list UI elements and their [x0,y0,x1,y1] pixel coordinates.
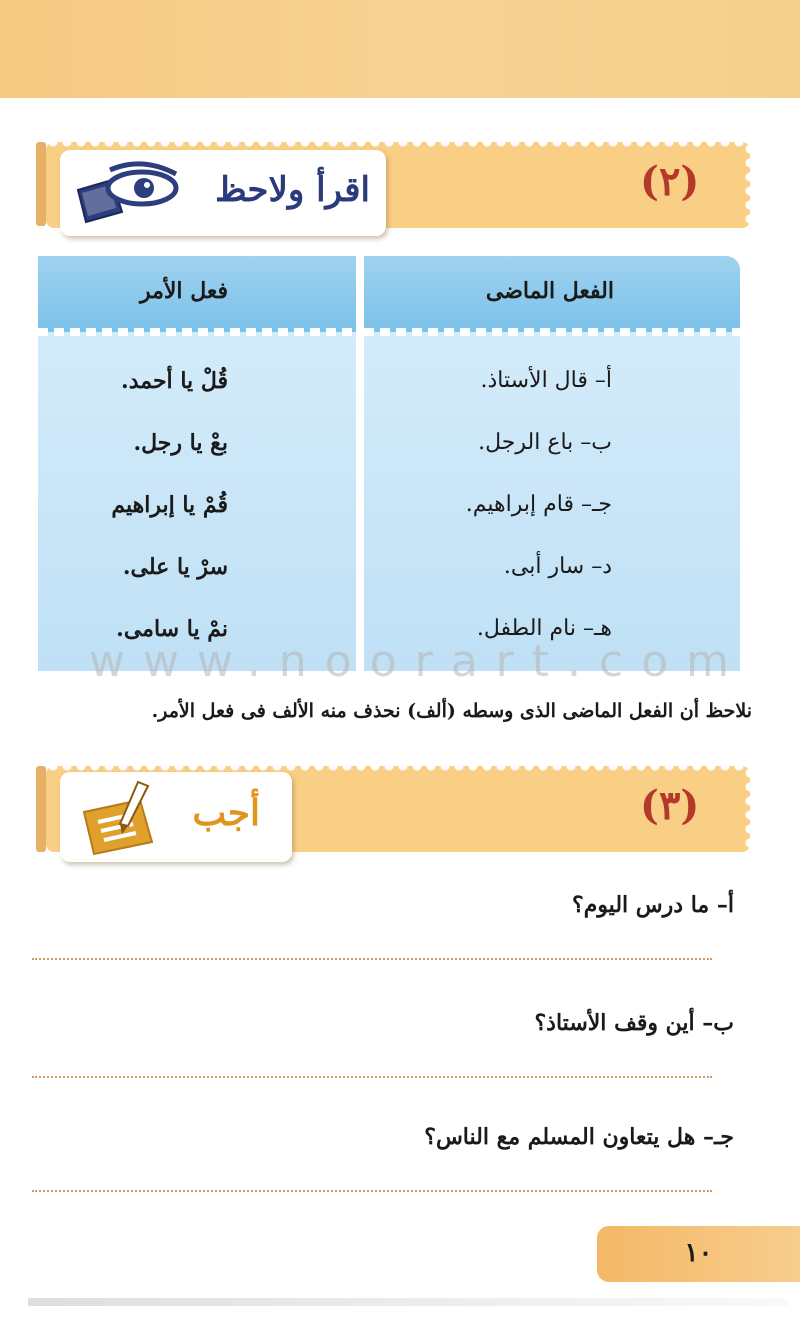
section-2-number: (٢) [640,158,700,205]
question-c: جـ– هل يتعاون المسلم مع الناس؟ [424,1124,734,1150]
command-column [38,256,356,671]
section-3-edge [36,766,46,852]
question-a: أ– ما درس اليوم؟ [572,892,734,918]
past-row: جـ– قام إبراهيم. [465,492,612,517]
page-number: ١٠ [684,1238,713,1268]
answer-line-a[interactable] [32,958,712,960]
command-row: بعْ يا رجل. [133,430,228,456]
past-row: ب– باع الرجل. [478,430,612,455]
past-header-label: الفعل الماضى [485,278,614,304]
section-2-title: اقرأ ولاحظ [215,170,370,210]
bottom-edge [28,1298,788,1306]
past-row: أ– قال الأستاذ. [480,368,612,393]
command-header-label: فعل الأمر [139,278,228,304]
past-row: هـ– نام الطفل. [476,616,612,641]
past-column-header [364,256,740,332]
answer-line-c[interactable] [32,1190,712,1192]
command-row: قُلْ يا أحمد. [121,368,228,394]
past-column [364,256,740,671]
watermark: www.noorart.com [89,636,747,687]
section-3-tab [60,772,292,862]
eye-book-icon [72,160,182,226]
pencil-paper-icon [80,778,166,856]
section-3-number: (٣) [640,782,700,829]
section-2-tab [60,150,386,236]
section-3-title: أجب [192,792,260,834]
section-2-edge [36,142,46,226]
rule-note: نلاحظ أن الفعل الماضى الذى وسطه (ألف) نحذف منه الألف فى فعل الأمر. [151,700,752,722]
answer-line-b[interactable] [32,1076,712,1078]
command-column-header [38,256,356,332]
command-row: قُمْ يا إبراهيم [111,492,228,518]
command-row: نمْ يا سامى. [116,616,228,642]
page-number-bar [597,1226,800,1282]
top-band [0,0,800,98]
past-row: د– سار أبى. [503,554,612,579]
command-row: سرْ يا على. [122,554,228,580]
question-b: ب– أين وقف الأستاذ؟ [534,1010,734,1036]
